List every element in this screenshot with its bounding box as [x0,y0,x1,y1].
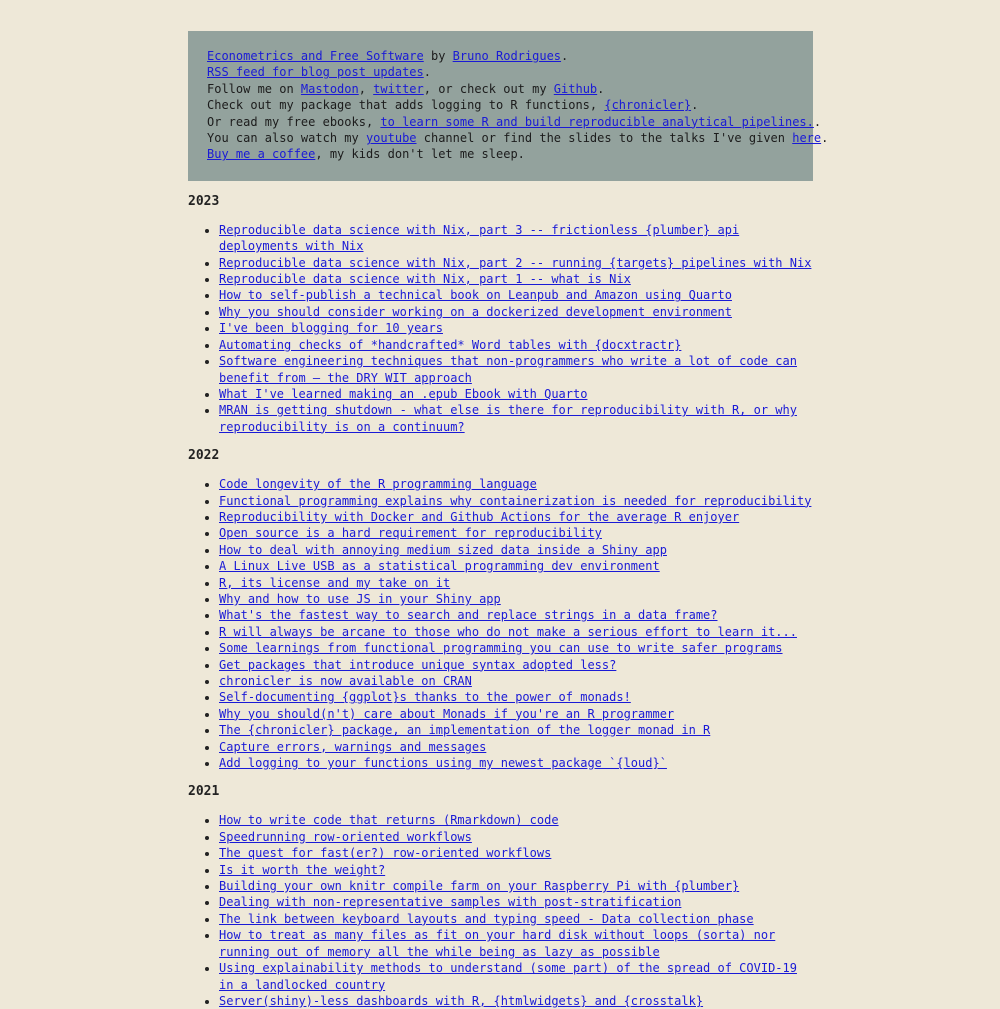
post-list-item [219,739,813,755]
post-link[interactable]: Self-documenting {ggplot}s thanks to the power of monads! [219,690,631,705]
post-list-item [219,960,813,993]
mastodon-link[interactable]: Mastodon [300,81,359,96]
post-list-item [219,722,813,738]
chronicler-link[interactable]: {chronicler} [604,98,692,113]
intro-line-4 [207,97,794,113]
post-link[interactable]: Reproducible data science with Nix, part 1 -- what is Nix [219,272,631,287]
intro-line-3 [207,81,794,97]
post-link[interactable]: How to treat as many files as fit on your hard disk without loops (sorta) nor running out of memory all the while being as lazy as possible [219,928,776,959]
intro-line-5 [207,114,822,130]
post-list-item [219,542,813,558]
post-list-item [219,607,813,623]
ebooks-text: Or read my free ebooks, [207,114,381,129]
post-list-item [219,525,813,541]
post-list-item [219,878,813,894]
post-list-item [219,476,813,492]
post-list-item [219,640,813,656]
post-link[interactable]: Reproducible data science with Nix, part 3 -- frictionless {plumber} api deployments with Nix [219,222,740,254]
post-link[interactable]: R, its license and my take on it [219,575,451,590]
slides-link[interactable]: here [792,131,822,146]
post-link[interactable]: Dealing with non-representative samples with post-stratification [219,895,682,910]
period: . [821,131,829,146]
post-list-item [219,255,813,271]
youtube-link[interactable]: youtube [365,131,417,146]
post-list-item [219,304,813,320]
post-link[interactable]: Building your own knitr compile farm on your Raspberry Pi with {plumber} [219,879,740,894]
post-list-item [219,320,813,336]
post-link[interactable]: The quest for fast(er?) row-oriented workflows [219,846,552,861]
period: . [561,49,569,63]
post-list-item [219,657,813,673]
post-link[interactable]: How to write code that returns (Rmarkdown) code [219,813,559,828]
post-link[interactable]: Why you should consider working on a dockerized development environment [219,304,732,319]
rss-link[interactable]: RSS feed for blog post updates [207,65,424,80]
post-list-item [219,493,813,509]
github-link[interactable]: Github [553,81,598,96]
post-list-item [219,755,813,771]
period: . [691,98,699,113]
post-list-item [219,993,813,1009]
coffee-text: , my kids don't let me sleep. [315,147,525,162]
post-link[interactable]: Some learnings from functional programming you can use to write safer programs [219,641,783,656]
watch-mid-text: channel or find the slides to the talks I've given [416,131,793,146]
post-link[interactable]: What I've learned making an .epub Ebook with Quarto [219,386,588,401]
post-list [188,812,813,1009]
intro-line-2 [207,64,794,80]
post-link[interactable]: Using explainability methods to understand (some part) of the spread of COVID-19 in a landlocked country [219,961,797,992]
period: . [597,81,605,96]
post-link[interactable]: Automating checks of *handcrafted* Word tables with {docxtractr} [219,337,682,352]
post-list-item [219,287,813,303]
post-list-item [219,829,813,845]
post-list-item [219,673,813,689]
post-link[interactable]: Why and how to use JS in your Shiny app [219,591,501,606]
post-list-item [219,894,813,910]
year-heading: 2022 [188,448,220,464]
post-link[interactable]: Server(shiny)-less dashboards with R, {htmlwidgets} and {crosstalk} [219,993,704,1008]
post-list-item [219,575,813,591]
post-link[interactable]: Reproducibility with Docker and Github Actions for the average R enjoyer [219,509,740,524]
twitter-link[interactable]: twitter [373,81,424,96]
post-list-item [219,862,813,878]
post-list-item [219,624,813,640]
by-text: by [423,49,453,63]
post-link[interactable]: Why you should(n't) care about Monads if you're an R programmer [219,706,675,721]
post-link[interactable]: Code longevity of the R programming language [219,477,537,492]
post-link[interactable]: A Linux Live USB as a statistical programming dev environment [219,559,660,574]
post-link[interactable]: I've been blogging for 10 years [219,321,443,336]
post-list-item [219,689,813,705]
post-list-item [219,386,813,402]
post-list-item [219,591,813,607]
intro-box [188,31,829,181]
comma: , [358,81,374,96]
post-link[interactable]: Functional programming explains why containerization is needed for reproducibility [219,493,812,508]
posts-archive [188,194,813,1009]
post-link[interactable]: R will always be arcane to those who do not make a serious effort to learn it... [219,624,797,639]
watch-text: You can also watch my [207,131,366,146]
post-list-item [219,812,813,828]
post-link[interactable]: Open source is a hard requirement for reproducibility [219,526,602,541]
package-text: Check out my package that adds logging to R functions, [207,98,605,113]
site-link[interactable]: Econometrics and Free Software [207,49,424,63]
post-list-item [219,845,813,861]
post-link[interactable]: Software engineering techniques that non-programmers who write a lot of code can benefit from — the DRY WIT approach [219,354,797,385]
post-link[interactable]: MRAN is getting shutdown - what else is there for reproducibility with R, or why reproducibility is on a continuum? [219,403,797,434]
post-list-item [219,509,813,525]
post-link[interactable]: How to deal with annoying medium sized data inside a Shiny app [219,542,667,557]
post-list-item [219,927,813,960]
post-link[interactable]: Get packages that introduce unique syntax adopted less? [219,657,617,672]
year-heading: 2023 [188,193,220,209]
post-link[interactable]: Reproducible data science with Nix, part 2 -- running {targets} pipelines with Nix [219,255,812,270]
post-list-item [219,558,813,574]
post-list [188,222,813,435]
post-list-item [219,706,813,722]
post-list-item [219,271,813,287]
ebooks-link[interactable]: to learn some R and build reproducible analytical pipelines. [380,114,814,129]
coffee-link[interactable]: Buy me a coffee [207,147,316,162]
post-list-item [219,222,813,255]
post-list-item [219,402,813,435]
intro-line-1 [207,48,794,64]
post-link[interactable]: chronicler is now available on CRAN [219,674,472,688]
post-link[interactable]: Is it worth the weight? [219,862,386,877]
author-link[interactable]: Bruno Rodrigues [452,49,562,63]
follow-mid-text: , or check out my [423,81,554,96]
period: . [423,65,431,80]
intro-line-6 [207,130,829,146]
period: . [813,114,822,129]
post-link[interactable]: What's the fastest way to search and replace strings in a data frame? [219,608,718,623]
post-link[interactable]: The {chronicler} package, an implementation of the logger monad in R [219,723,711,738]
post-link[interactable]: Speedrunning row-oriented workflows [219,829,472,844]
post-list [188,476,813,771]
post-link[interactable]: Add logging to your functions using my newest package `{loud}` [219,756,667,771]
post-link[interactable]: The link between keyboard layouts and typing speed - Data collection phase [219,911,754,926]
follow-text: Follow me on [207,81,301,96]
page-container [188,31,829,1009]
year-heading: 2021 [188,784,220,800]
post-list-item [219,911,813,927]
post-link[interactable]: How to self-publish a technical book on Leanpub and Amazon using Quarto [219,288,732,303]
post-list-item [219,353,813,386]
post-list-item [219,337,813,353]
intro-line-7 [207,146,794,162]
post-link[interactable]: Capture errors, warnings and messages [219,739,487,754]
